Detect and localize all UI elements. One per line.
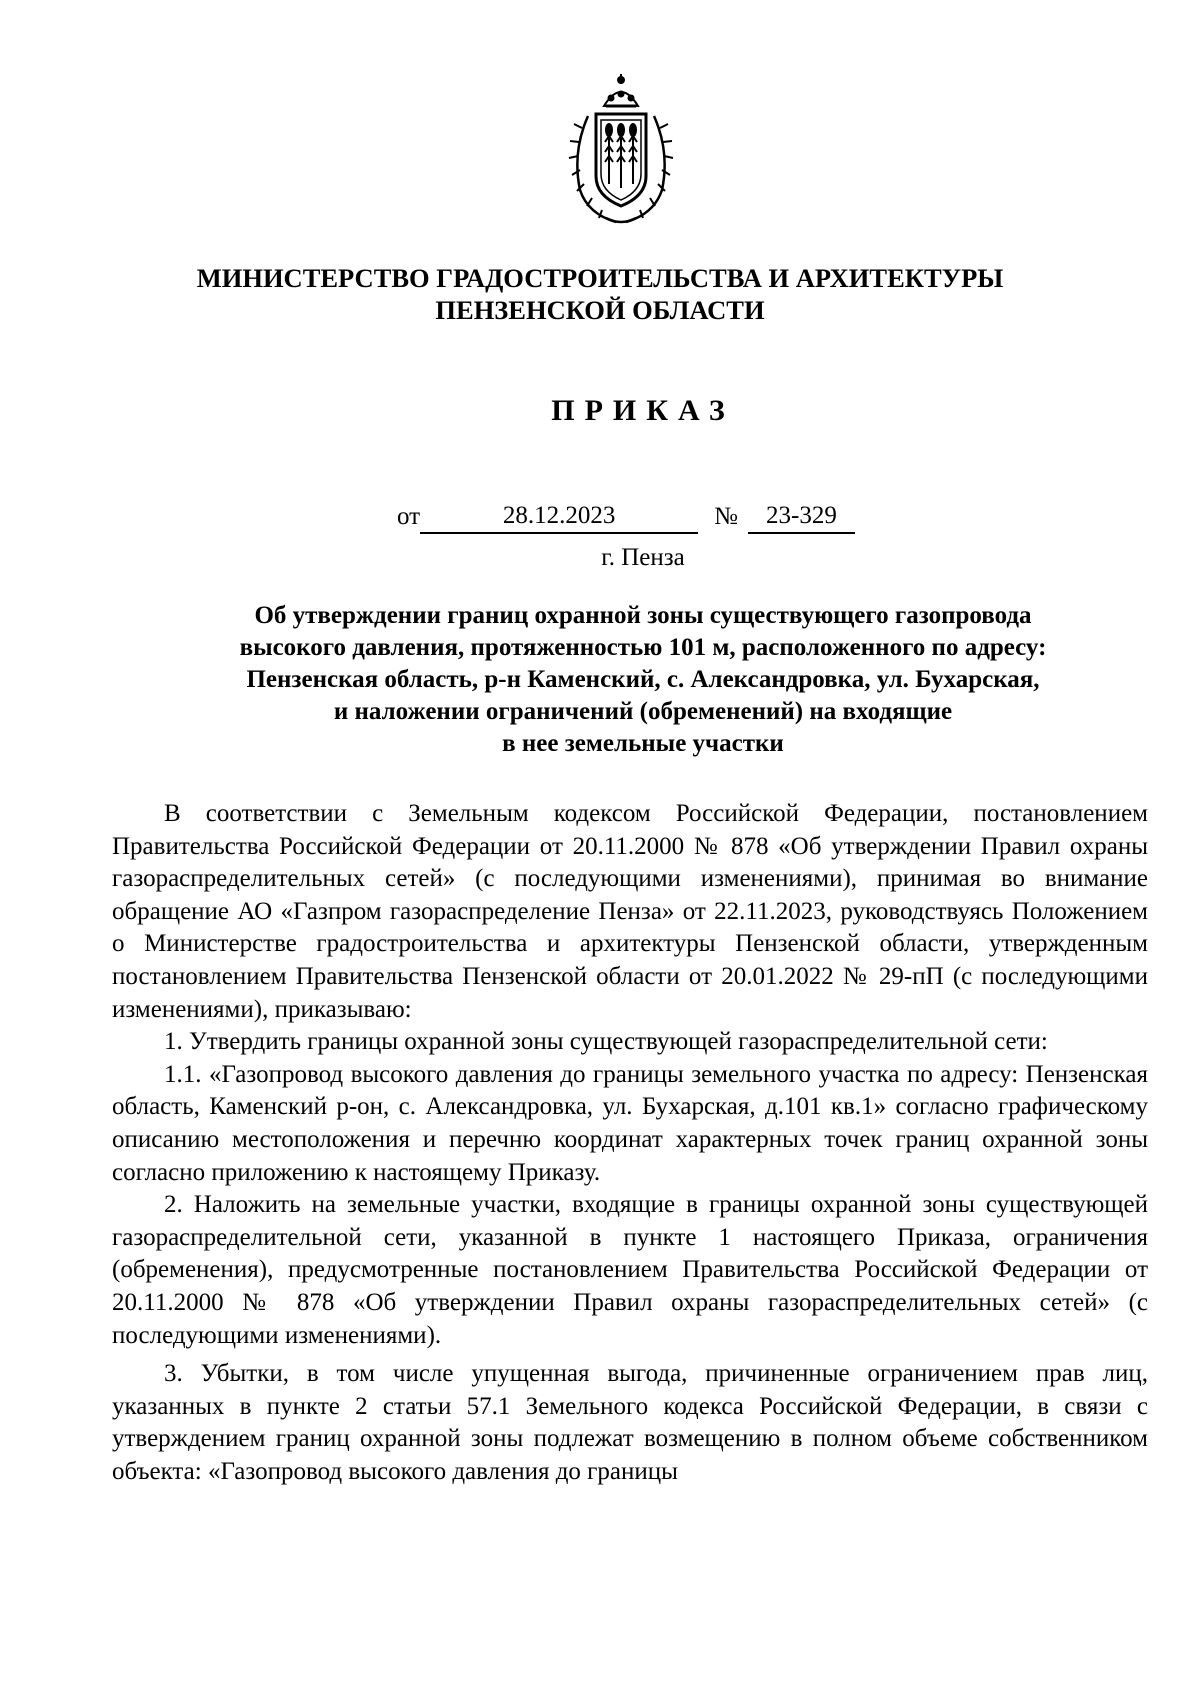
order-title: ПРИКАЗ — [551, 394, 735, 427]
order-heading-line5: в нее земельные участки — [502, 730, 784, 757]
order-heading-line3: Пензенская область, р-н Каменский, с. Александровка, ул. Бухарская, — [246, 666, 1040, 693]
order-heading-line4: и наложении ограничений (обременений) на входящие — [333, 698, 953, 725]
order-heading-line2: высокого давления, протяженностью 101 м, расположенного по адресу: — [239, 634, 1047, 661]
order-body — [112, 798, 1148, 1488]
date-prefix: от — [397, 503, 421, 530]
order-date-number-row — [397, 500, 855, 534]
preamble-paragraph: В соответствии с Земельным кодексом Российской Федерации, постановлением Правительства Российской Федерации от 20.11.2000 № 878 «Об утверждении Правил охраны газораспределительных сетей» (с последующими изменениями), принимая во внимание обращение АО «Газпром газораспределение Пенза» от 22.11.2023, руководствуясь Положением о Министерстве градостроительства и архитектуры Пензенской области, утвержденным постановлением Правительства Пензенской области от 20.01.2022 № 29-пП (с последующими изменениями), приказываю: — [112, 800, 1148, 1023]
ministry-name-line1: МИНИСТЕРСТВО ГРАДОСТРОИТЕЛЬСТВА И АРХИТЕКТУРЫ — [196, 263, 1004, 293]
item-3-paragraph: 3. Убытки, в том числе упущенная выгода, причиненные ограничением прав лиц, указанных в пункте 2 статьи 57.1 Земельного кодекса Российской Федерации, в связи с утверждением границ охранной зоны подлежат возмещению в полном объеме собственником объекта: «Газопровод высокого давления до границы — [112, 1360, 1148, 1485]
order-heading-line1: Об утверждении границ охранной зоны существующего газопровода — [254, 602, 1032, 629]
ministry-name — [0, 262, 1200, 326]
order-number: 23-329 — [748, 500, 855, 534]
order-heading — [150, 600, 1136, 760]
item-2-paragraph: 2. Наложить на земельные участки, входящие в границы охранной зоны существующей газораспределительной сети, указанной в пункте 1 настоящего Приказа, ограничения (обременения), предусмотренные постановлением Правительства Российской Федерации от 20.11.2000 № 878 «Об утверждении Правил охраны газораспределительных сетей» (с последующими изменениями). — [112, 1191, 1148, 1349]
item-1-paragraph: 1. Утвердить границы охранной зоны существующей газораспределительной сети: — [164, 1028, 1048, 1056]
item-1-1-paragraph: 1.1. «Газопровод высокого давления до границы земельного участка по адресу: Пензенская область, Каменский р-он, с. Александровка, ул. Бухарская, д.101 кв.1» согласно графическому описанию местоположения и перечню координат характерных точек границ охранной зоны согласно приложению к настоящему Приказу. — [112, 1060, 1148, 1186]
order-date: 28.12.2023 — [420, 500, 698, 534]
ministry-name-line2: ПЕНЗЕНСКОЙ ОБЛАСТИ — [435, 295, 765, 325]
coat-of-arms-emblem — [566, 72, 676, 226]
city: г. Пенза — [601, 544, 685, 571]
number-prefix: № — [714, 503, 738, 530]
